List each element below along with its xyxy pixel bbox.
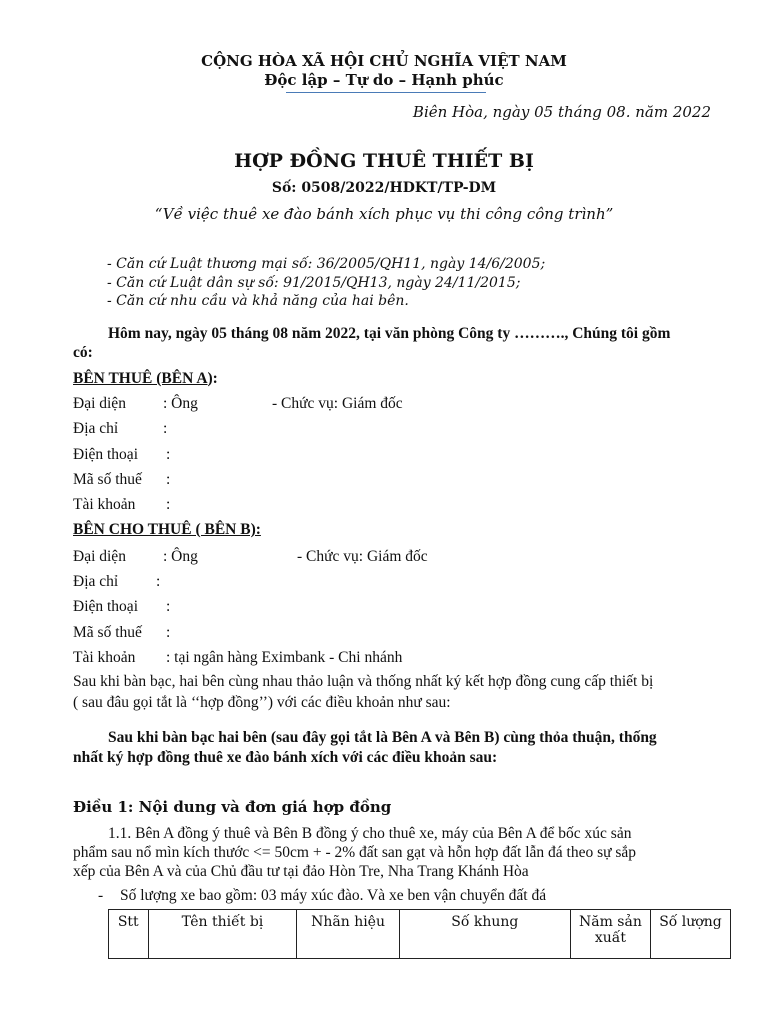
- equipment-table: [108, 909, 731, 959]
- legal-basis-3: - Căn cứ nhu cầu và khả năng của hai bên.: [107, 293, 409, 309]
- intro-line-1: Hôm nay, ngày 05 tháng 08 năm 2022, tại văn phòng Công ty ………., Chúng tôi gồm: [108, 325, 671, 342]
- party-b-phone-label: Điện thoại: [73, 598, 138, 615]
- clause-1-1-line-3: xếp của Bên A và của Chủ đầu tư tại đảo Hòn Tre, Nha Trang Khánh Hòa: [73, 863, 529, 880]
- party-a-representative-label: Đại diện: [73, 395, 126, 412]
- consensus-line-2: nhất ký hợp đồng thuê xe đào bánh xích với các điều khoản sau:: [73, 749, 498, 766]
- party-b-address-label: Địa chỉ: [73, 573, 119, 590]
- party-a-address-value: :: [163, 420, 168, 437]
- agreement-line-2: ( sau đâu gọi tắt là ‘‘hợp đồng’’) với các điều khoản như sau:: [73, 694, 451, 711]
- table-header-quantity: Số lượng: [650, 910, 730, 959]
- contract-title: HỢP ĐỒNG THUÊ THIẾT BỊ: [234, 150, 534, 172]
- party-a-account-value: :: [166, 496, 171, 513]
- party-b-tax-value: :: [166, 624, 171, 641]
- table-header-manufacture-year: Năm sản xuất: [570, 910, 650, 959]
- equipment-count-bullet: Số lượng xe bao gồm: 03 máy xúc đào. Và xe ben vận chuyển đất đá: [120, 887, 547, 904]
- party-a-address-label: Địa chỉ: [73, 420, 119, 437]
- party-a-position: - Chức vụ: Giám đốc: [272, 395, 403, 412]
- party-a-heading: BÊN THUÊ (BÊN A):: [73, 370, 218, 387]
- party-b-heading: BÊN CHO THUÊ ( BÊN B):: [73, 521, 261, 538]
- party-b-representative-value: : Ông: [163, 548, 198, 565]
- contract-subject: “Về việc thuê xe đào bánh xích phục vụ thi công công trình”: [154, 205, 614, 223]
- party-b-representative-label: Đại diện: [73, 548, 126, 565]
- table-header-brand: Nhãn hiệu: [297, 910, 399, 959]
- party-b-address-value: :: [156, 573, 161, 590]
- party-a-tax-label: Mã số thuế: [73, 471, 142, 488]
- intro-line-2: có:: [73, 344, 93, 361]
- agreement-line-1: Sau khi bàn bạc, hai bên cùng nhau thảo luận và thống nhất ký kết hợp đồng cung cấp thiết bị: [73, 673, 654, 690]
- clause-1-1-line-2: phẩm sau nổ mìn kích thước <= 50cm + - 2% đất san gạt và hỗn hợp đất lẫn đá theo sự sắp: [73, 844, 637, 861]
- party-b-phone-value: :: [166, 598, 171, 615]
- bullet-dash: -: [98, 887, 104, 904]
- table-header-equipment-name: Tên thiết bị: [148, 910, 297, 959]
- country-name: CỘNG HÒA XÃ HỘI CHỦ NGHĨA VIỆT NAM: [201, 52, 567, 70]
- party-a-representative-value: : Ông: [163, 395, 198, 412]
- party-b-account-label: Tài khoản: [73, 649, 136, 666]
- party-b-tax-label: Mã số thuế: [73, 624, 142, 641]
- party-a-account-label: Tài khoản: [73, 496, 136, 513]
- clause-1-1-line-1: 1.1. Bên A đồng ý thuê và Bên B đồng ý cho thuê xe, máy của Bên A để bốc xúc sản: [108, 825, 632, 842]
- party-b-account-value: : tại ngân hàng Eximbank - Chi nhánh: [166, 649, 403, 666]
- motto-underline: [286, 92, 486, 93]
- contract-number: Số: 0508/2022/HDKT/TP-DM: [271, 180, 497, 196]
- party-a-phone-value: :: [166, 446, 171, 463]
- party-a-phone-label: Điện thoại: [73, 446, 138, 463]
- place-date: Biên Hòa, ngày 05 tháng 08. năm 2022: [412, 103, 711, 121]
- table-header-row: [109, 910, 731, 959]
- consensus-line-1: Sau khi bàn bạc hai bên (sau đây gọi tắt là Bên A và Bên B) cùng thỏa thuận, thống: [108, 729, 657, 746]
- article-1-heading: Điều 1: Nội dung và đơn giá hợp đồng: [73, 798, 392, 816]
- legal-basis-1: - Căn cứ Luật thương mại số: 36/2005/QH11, ngày 14/6/2005;: [107, 256, 546, 272]
- motto: Độc lập – Tự do – Hạnh phúc: [264, 71, 504, 89]
- legal-basis-2: - Căn cứ Luật dân sự số: 91/2015/QH13, ngày 24/11/2015;: [107, 275, 521, 291]
- party-b-position: - Chức vụ: Giám đốc: [297, 548, 428, 565]
- party-a-tax-value: :: [166, 471, 171, 488]
- table-header-stt: Stt: [109, 910, 149, 959]
- table-header-chassis-number: Số khung: [399, 910, 570, 959]
